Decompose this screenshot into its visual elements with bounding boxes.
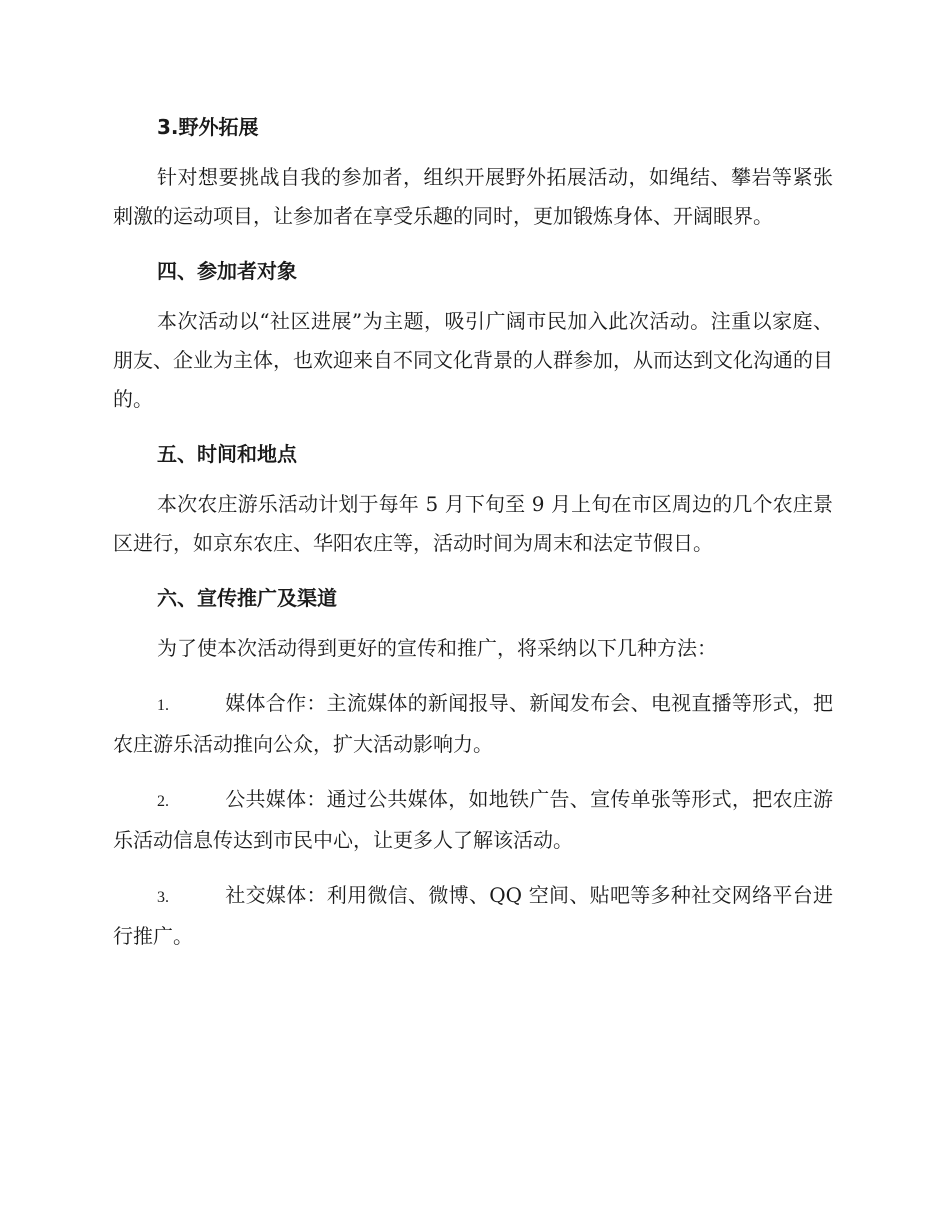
list-item bbox=[113, 684, 833, 764]
paragraph-participants: 本次活动以“社区进展”为主题，吸引广阔市民加入此次活动。注重以家庭、朋友、企业为主体，也欢迎来自不同文化背景的人群参加，从而达到文化沟通的目的。 bbox=[113, 309, 833, 411]
list-item bbox=[113, 780, 833, 860]
paragraph-outdoor: 针对想要挑战自我的参加者，组织开展野外拓展活动，如绳结、攀岩等紧张刺激的运动项目，让参加者在享受乐趣的同时，更加锻炼身体、开阔眼界。 bbox=[113, 165, 833, 228]
list-item-text: 社交媒体：利用微信、微博、QQ 空间、贴吧等多种社交网络平台进行推广。 bbox=[113, 883, 833, 948]
list-item-text: 公共媒体：通过公共媒体，如地铁广告、宣传单张等形式，把农庄游乐活动信息传达到市民中心，让更多人了解该活动。 bbox=[113, 787, 833, 852]
document-body bbox=[113, 112, 833, 956]
list-item bbox=[113, 876, 833, 956]
paragraph-promotion-intro: 为了使本次活动得到更好的宣传和推广，将采纳以下几种方法： bbox=[157, 636, 717, 660]
list-number: 2. bbox=[157, 793, 169, 810]
list-number: 3. bbox=[157, 889, 169, 906]
list-item-text: 媒体合作：主流媒体的新闻报导、新闻发布会、电视直播等形式，把农庄游乐活动推向公众，扩大活动影响力。 bbox=[113, 691, 833, 756]
paragraph-time-place: 本次农庄游乐活动计划于每年 5 月下旬至 9 月上旬在市区周边的几个农庄景区进行，如京东农庄、华阳农庄等，活动时间为周末和法定节假日。 bbox=[113, 492, 833, 555]
list-number: 1. bbox=[157, 697, 169, 714]
section-heading-outdoor: 3.野外拓展 bbox=[157, 115, 259, 139]
section-heading-time-place: 五、时间和地点 bbox=[157, 442, 297, 466]
section-heading-promotion: 六、宣传推广及渠道 bbox=[157, 586, 337, 610]
section-heading-participants: 四、参加者对象 bbox=[157, 259, 297, 283]
